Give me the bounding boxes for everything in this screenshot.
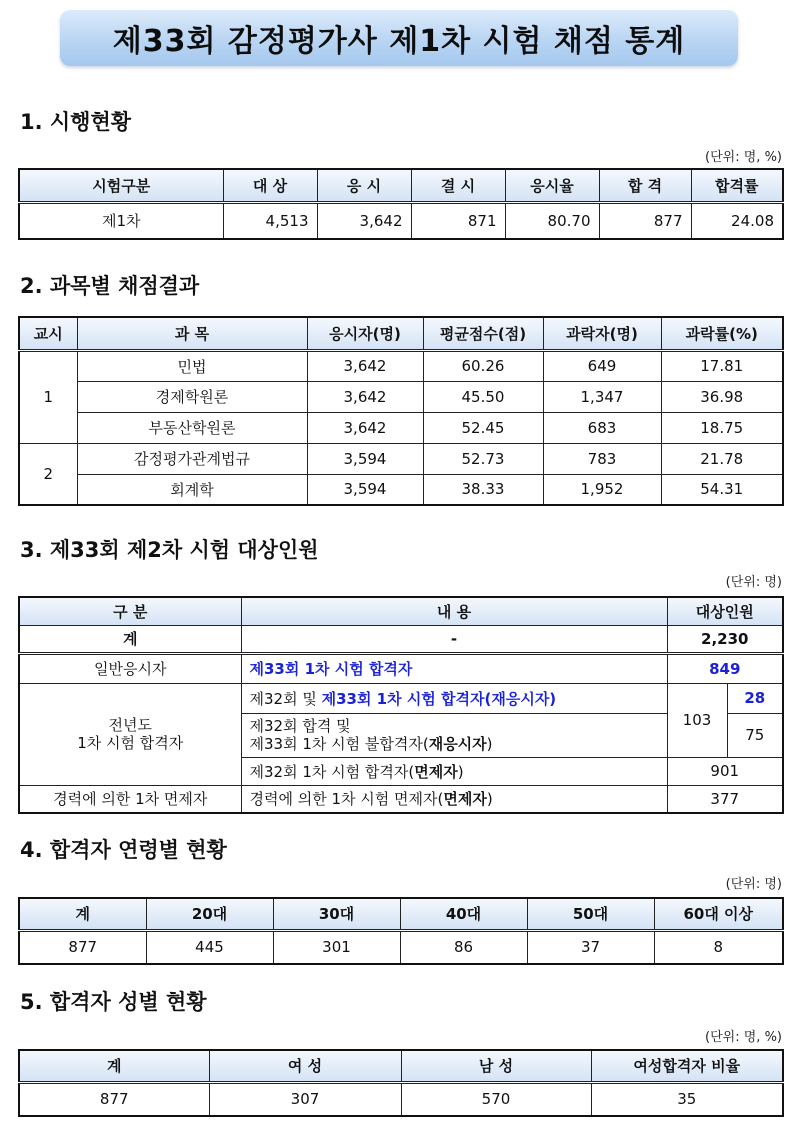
header-passed: 합 격: [599, 169, 691, 202]
header-age-60s: 60대 이상: [654, 898, 783, 930]
cell-period-2: 2: [19, 443, 77, 505]
table-row: [19, 930, 783, 964]
cell-avg-score: 52.45: [423, 412, 543, 443]
page-title: 제33회 감정평가사 제1차 시험 채점 통계: [112, 24, 686, 59]
career-content: [241, 785, 667, 813]
section-5-title: 5. 합격자 성별 현황: [20, 990, 207, 1014]
prev-r3-value: 901: [667, 757, 783, 785]
table-row: [19, 474, 783, 505]
section-2-title: 2. 과목별 채점결과: [20, 274, 200, 298]
prev-r1-value: 28: [727, 683, 783, 713]
header-age-total: 계: [19, 898, 146, 930]
cell-age-60s: 8: [654, 930, 783, 964]
subject-results-table: [18, 316, 784, 506]
cell-exam-type: 제1차: [19, 202, 223, 239]
cell-subject: 부동산학원론: [77, 412, 307, 443]
cell-age-total: 877: [19, 930, 146, 964]
header-female-ratio: 여성합격자 비율: [591, 1050, 783, 1082]
prev-row-1: [19, 683, 783, 713]
prev-r3-prefix: 제32회 1차 시험 합격자(: [249, 762, 415, 781]
career-suffix: ): [486, 790, 493, 809]
cell-target: 4,513: [223, 202, 317, 239]
cell-absent: 871: [411, 202, 505, 239]
cell-examinees: 3,594: [307, 443, 423, 474]
cell-avg-score: 52.73: [423, 443, 543, 474]
section-3-title: 3. 제33회 제2차 시험 대상인원: [20, 538, 319, 562]
total-row: [19, 625, 783, 653]
section-5-unit: (단위: 명, %): [705, 1030, 782, 1045]
section-1-unit: (단위: 명, %): [705, 150, 782, 165]
cell-age-30s: 301: [273, 930, 400, 964]
header-subject: 과 목: [77, 317, 307, 350]
prev-r3-bold: 면제자: [414, 762, 458, 781]
general-row: [19, 653, 783, 683]
cell-fail-rate: 18.75: [661, 412, 783, 443]
cell-fail-count: 683: [543, 412, 661, 443]
section-4-title: 4. 합격자 연령별 현황: [20, 838, 227, 862]
career-bold: 면제자: [443, 790, 487, 809]
header-content: 내 용: [241, 597, 667, 625]
cell-avg-score: 38.33: [423, 474, 543, 505]
second-exam-target-table: [18, 596, 784, 814]
table-row: [19, 443, 783, 474]
prev-label: [19, 683, 241, 785]
header-fail-rate: 과락률(%): [661, 317, 783, 350]
cell-female-ratio: 35: [591, 1082, 783, 1116]
header-applied: 응 시: [317, 169, 411, 202]
prev-r2-line1: 제32회 합격 및: [249, 717, 351, 735]
total-content: -: [241, 625, 667, 653]
cell-subject: 경제학원론: [77, 381, 307, 412]
section-4-unit: (단위: 명): [725, 877, 782, 892]
table-row: [19, 350, 783, 381]
header-male: 남 성: [401, 1050, 591, 1082]
cell-examinees: 3,642: [307, 381, 423, 412]
cell-age-50s: 37: [527, 930, 654, 964]
header-apply-rate: 응시율: [505, 169, 599, 202]
general-value: 849: [667, 653, 783, 683]
career-value: 377: [667, 785, 783, 813]
cell-female: 307: [209, 1082, 401, 1116]
section-1-title: 1. 시행현황: [20, 110, 132, 134]
cell-avg-score: 60.26: [423, 350, 543, 381]
cell-avg-score: 45.50: [423, 381, 543, 412]
prev-r2-value: 75: [727, 713, 783, 757]
header-female: 여 성: [209, 1050, 401, 1082]
header-age-50s: 50대: [527, 898, 654, 930]
cell-subject: 회계학: [77, 474, 307, 505]
header-examinees: 응시자(명): [307, 317, 423, 350]
cell-fail-count: 1,952: [543, 474, 661, 505]
cell-examinees: 3,594: [307, 474, 423, 505]
cell-fail-count: 1,347: [543, 381, 661, 412]
general-content: 제33회 1차 시험 합격자: [241, 653, 667, 683]
cell-fail-count: 649: [543, 350, 661, 381]
header-avg-score: 평균점수(점): [423, 317, 543, 350]
header-age-40s: 40대: [400, 898, 527, 930]
header-target-count: 대상인원: [667, 597, 783, 625]
header-pass-rate: 합격률: [691, 169, 783, 202]
header-period: 교시: [19, 317, 77, 350]
header-age-30s: 30대: [273, 898, 400, 930]
career-prefix: 경력에 의한 1차 시험 면제자(: [249, 790, 444, 809]
age-table: [18, 897, 784, 965]
header-exam-type: 시험구분: [19, 169, 223, 202]
table-row: [19, 1082, 783, 1116]
cell-subject: 민법: [77, 350, 307, 381]
cell-pass-rate: 24.08: [691, 202, 783, 239]
cell-period-1: 1: [19, 350, 77, 443]
cell-fail-count: 783: [543, 443, 661, 474]
header-fail-count: 과락자(명): [543, 317, 661, 350]
prev-r3-suffix: ): [457, 762, 464, 781]
cell-fail-rate: 36.98: [661, 381, 783, 412]
table-row: [19, 202, 783, 239]
title-banner: [60, 10, 738, 66]
cell-applied: 3,642: [317, 202, 411, 239]
table-row: [19, 412, 783, 443]
cell-fail-rate: 21.78: [661, 443, 783, 474]
cell-age-40s: 86: [400, 930, 527, 964]
prev-r3-content: [241, 757, 667, 785]
header-target: 대 상: [223, 169, 317, 202]
cell-passed: 877: [599, 202, 691, 239]
cell-fail-rate: 54.31: [661, 474, 783, 505]
career-label: 경력에 의한 1차 면제자: [19, 785, 241, 813]
prev-r2-line2-suffix: ): [486, 735, 493, 753]
prev-label-line1: 전년도: [108, 716, 152, 734]
prev-r2-content: [241, 713, 667, 757]
prev-r2-line2-prefix: 제33회 1차 시험 불합격자(: [249, 735, 429, 753]
header-age-20s: 20대: [146, 898, 273, 930]
total-label: 계: [19, 625, 241, 653]
prev-label-line2: 1차 시험 합격자: [77, 734, 184, 752]
prev-r1-prefix: 제32회 및: [249, 689, 322, 708]
cell-male: 570: [401, 1082, 591, 1116]
cell-examinees: 3,642: [307, 412, 423, 443]
cell-examinees: 3,642: [307, 350, 423, 381]
cell-fail-rate: 17.81: [661, 350, 783, 381]
general-label: 일반응시자: [19, 653, 241, 683]
total-value: 2,230: [667, 625, 783, 653]
cell-subject: 감정평가관계법규: [77, 443, 307, 474]
prev-r1-content: [241, 683, 667, 713]
gender-table: [18, 1049, 784, 1117]
header-absent: 결 시: [411, 169, 505, 202]
prev-r1-highlight: 제33회 1차 시험 합격자(재응시자): [321, 689, 557, 708]
cell-gender-total: 877: [19, 1082, 209, 1116]
exam-status-table: [18, 168, 784, 240]
cell-age-20s: 445: [146, 930, 273, 964]
header-gender-total: 계: [19, 1050, 209, 1082]
prev-r2-line2-bold: 재응시자: [428, 735, 487, 753]
cell-apply-rate: 80.70: [505, 202, 599, 239]
prev-group-value: 103: [667, 683, 727, 757]
career-row: [19, 785, 783, 813]
header-category: 구 분: [19, 597, 241, 625]
table-row: [19, 381, 783, 412]
section-3-unit: (단위: 명): [725, 575, 782, 590]
